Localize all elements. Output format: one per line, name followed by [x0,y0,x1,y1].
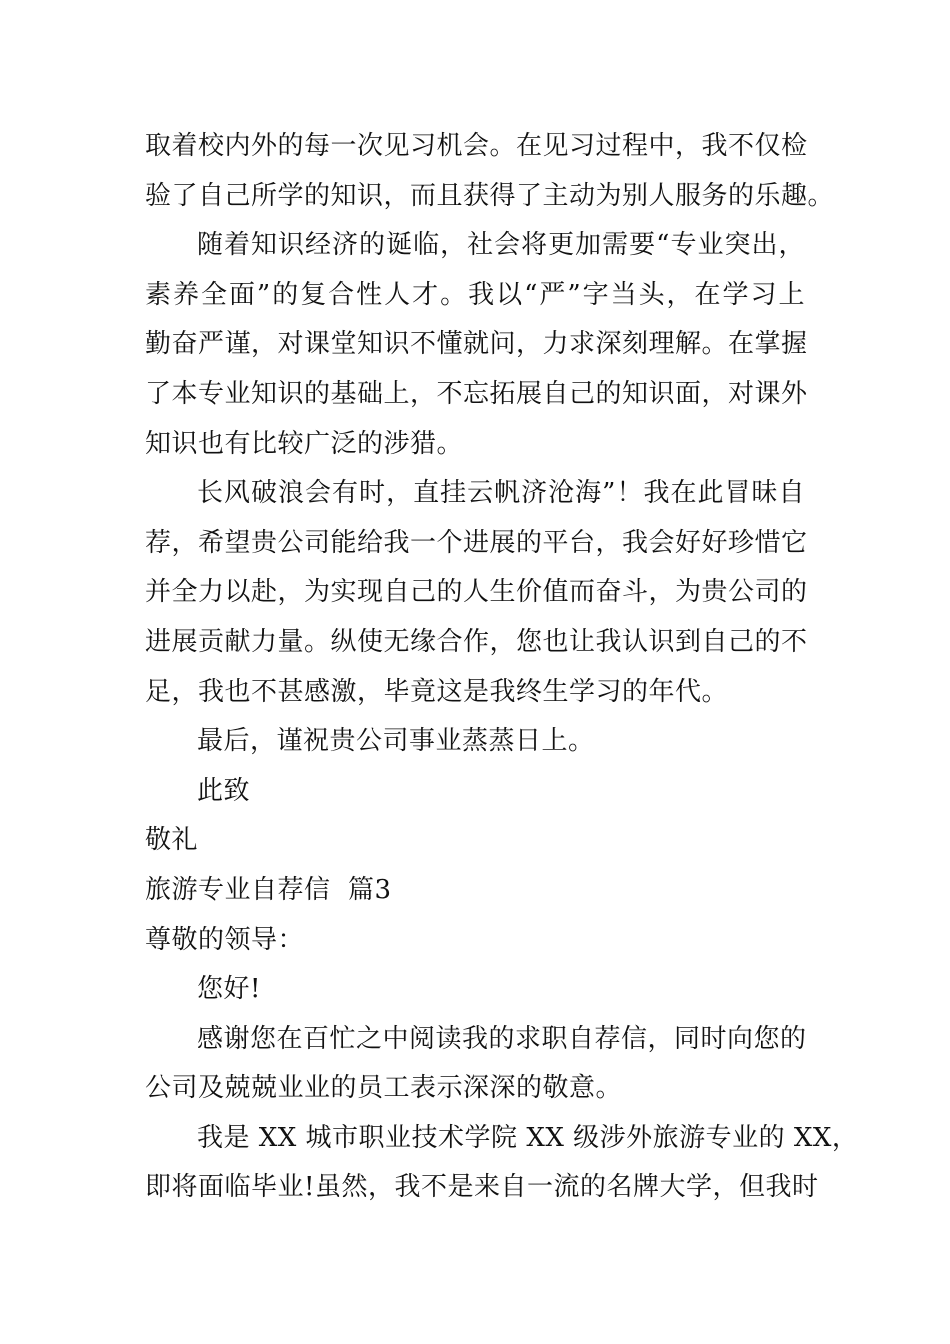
paragraph-self-recommendation [145,469,808,717]
letter-greeting: 您好! [197,974,261,1005]
text-line: 勤奋严谨，对课堂知识不懂就问，力求深刻理解。在掌握 [145,329,808,360]
paragraph-thanks [145,1015,805,1114]
text-line: 足，我也不甚感激，毕竟这是我终生学习的年代。 [145,676,729,707]
document-body [145,122,859,1213]
text-line: 公司及兢兢业业的员工表示深深的敬意。 [145,1073,623,1104]
paragraph-internship [145,122,835,221]
text-line: 即将面临毕业!虽然，我不是来自一流的名牌大学，但我时 [145,1172,819,1203]
paragraph-introduction [145,1114,859,1213]
text-line: 知识也有比较广泛的涉猎。 [145,428,464,459]
closing-salutation: 此致 [197,775,251,806]
text-line: 随着知识经济的诞临，社会将更加需要“专业突出， [197,230,805,261]
text-line: 验了自己所学的知识，而且获得了主动为别人服务的乐趣。 [145,180,835,211]
text-line: 素养全面”的复合性人才。我以“严”字当头，在学习上 [145,279,805,310]
text-line: 感谢您在百忙之中阅读我的求职自荐信，同时向您的 [197,1023,807,1054]
text-line: 荐，希望贵公司能给我一个进展的平台，我会好好珍惜它 [145,527,808,558]
closing-wish: 最后，谨祝贵公司事业蒸蒸日上。 [197,726,595,757]
text-line: 了本专业知识的基础上，不忘拓展自己的知识面，对课外 [145,378,808,409]
text-line: 并全力以赴，为实现自己的人生价值而奋斗，为贵公司的 [145,577,808,608]
text-line: 进展贡献力量。纵使无缘合作，您也让我认识到自己的不 [145,626,808,657]
closing-regards: 敬礼 [145,825,199,856]
section-heading: 旅游专业自荐信 篇3 [145,874,392,905]
paragraph-knowledge-economy [145,221,808,469]
text-line: 取着校内外的每一次见习机会。在见习过程中，我不仅检 [145,131,808,161]
text-line: 我是 XX 城市职业技术学院 XX 级涉外旅游专业的 XX， [197,1122,859,1153]
letter-salutation: 尊敬的领导： [145,924,305,955]
text-line: 长风破浪会有时，直挂云帆济沧海”！我在此冒昧自 [197,478,805,509]
